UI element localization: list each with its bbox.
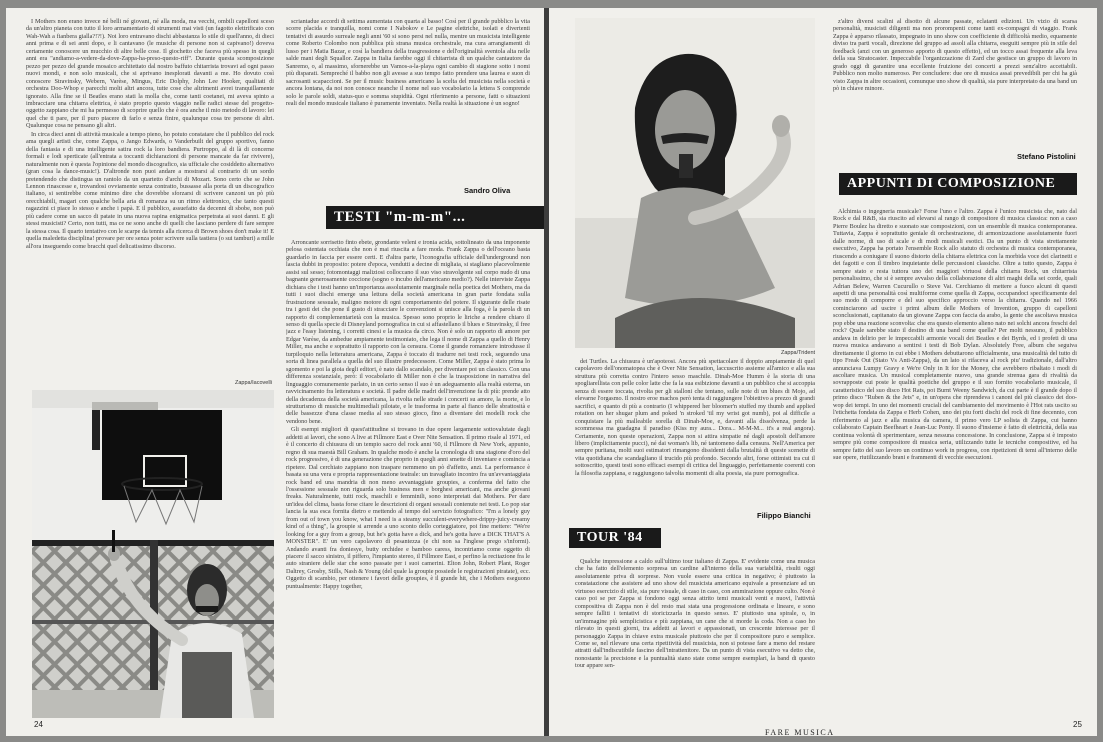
testi-banner-title: TESTI "m-m-m"... [334,209,466,225]
left-column-1 [26,18,274,386]
testi-paragraph-1: Arroncante sorrisetto finto ebete, grondante veleni e ironia acida, sottolineato da una imponente pelosa ostentata occhiata che non è mai riuscita a fare moda. Frank Zappa o dell'oceano basta guardarlo in faccia per essere certi. E d'altra parte, l'iconografia ufficiale dell'underground non lascia dubbi in proposito: potere d'epoca, vendutti a decine di migliaia, si stagliano placevolmente assisi sul sesso; fotomontaggi maliziosi colloccano il suo viso stravolgente sul corpo nudo di una bagnante generosamente coccione (sogno o incubo dell'americano medio?). Nelle interviste Zappa dichiara che i testi hanno un'importanza assolutamente marginale nella poetica dei Mothers, ma da tutti i suoi dischi emerge una lettura della società americana in gran parte fondata sulla frustrazione sessuale, maligno motore di ogni comportamento del potere. Il sigurante delle risate tra i gesti dei che pone il gusto di stracciare le convenzioni si unisce alla foga, è la parola di un rapporto di complementarietà con la musica. Spesso sono proprio le liriche a rendere chiaro il senso di quella specie di Disneyland pornografica in cui si affastellano il blues e Stravinsky, il free jazz e l'easy listening, i corretti cinesi e la musica da circo. Non è solo un rapporto di amore per Edgar Varèse, da ambedue ampiamente testimoniato, che lega il nome di Zappa a quello di Henry Miller, ma anche e soprattutto il rapporto con la censura. Come il grande romanziere introdusse il turpiloquio nella letteratura americana, Zappa è toccato di tradurre nei testi rock, seguendo una sorta di linea parallela a quella del suo illustre predecessore. Come Miller, Zappa è stato prima lo sgomento e poi la gioia degli editori, è nato dallo scandalo, per diventare poi un classico. Con una differenza sostanziale, però: il vocabolario di Miller non è che la trasposizione in narrativa del linguaggio comunemente parlato, in un certo senso il suo è un adeguamento alla realtà esterna, un ravvicinamento fra letteratura e società. Il padre delle madri dell'invenzione fa di più: prende atto della decadenza della società americana, la rivolta nelle strade i concerti su amore, la morte, e lo strutturismo di musiche multimediali pilotate, e le trasforma in parte al fianco delle sbrattosità e delle bassezze d'una classe media al suo stesso gioco, fino a diventare dei modelli rock che vendono bene. [286,239,530,425]
photo-credit-right: Zappa/Trident [781,350,816,356]
right-column-1-top [575,358,815,516]
magazine-footer: FARE MUSICA [765,728,835,736]
appunti-section-banner [839,173,1077,195]
zappa-basketball-illustration [32,390,274,718]
zappa-basketball-photo [32,390,274,718]
appunti-section-text [833,208,1077,722]
right-col1-paragraph: dei Turtles. La chiusura è un'apoteosi. Ancora più spettacolare il doppio ampiamente di quel capolavoro dell'onomatopea che è Over Nite Sensation, laccuscrito assieme all'amico e alla sua struttura più corretta contro l'intero sesso maschile. Dinah-Moe Humm è la storia di una spogliarellista con pelle color latte che fa la sua esibizione davanti a un pubblico che si accoppia senza di essere toccata, rivolta per gli stalloni che tentano, sulle note di un blues di Mojo, ad elevarne l'orgasmo. Il nostro eroe machos però tenta di raggiungere l'obiettivo a prezzo di grandi sacrifici, e quanto di più a contrario (I whippered her bloomer'n stuffed my thumb and applied rotation on her shugar plum and poked 'n stroked 'til my wrist got numb), poi al difficile a conquistare la più malleabile sorella di Dinah-Moe, e, davanti alla dissolvenza, perde la scommessa ma guadagna il paradiso (Kiss my aura... Dora... M-M-M... it's a real angora). Certamente, non queste operazioni, Zappa non si attira simpatie né dagli apostoli dell'amore libero (implicitamente pucci), né dai woman's lib, né tantomeno dalla censura. Nell'America per sempre puritana, molti suoi estimatori rimangono dissidenti dalla brutalità di queste scenette di vita quotidiana che scandagliano il trucido più profondo. Secondo altri, forse ottimisti tra cui il sottoscritto, questi testi sono efficaci esempi di critica del linguaggio, perfettamente coerenti con la filosofia zappiana, e raggiungono talvolta momenti di alta poesia, sia pure pornografica. [575,358,815,477]
right-column-2-top [833,18,1077,148]
zappa-portrait-photo [575,18,815,348]
left-col1-paragraph-2: In circa dieci anni di attività musicale a tempo pieno, ho potuto constatare che il pubblico del rock ama quegli artisti che, come Zappa, o Jango Edwards, o Vanderbuilt del gruppo sportivo, fanno della fantasia e di una intelligente satira rock la loro bandiera. Purtroppo, al di là di concerne formali e lodi sperticate (all'entrata a toccanti dichiarazioni di persone mancate da far rivivere), naturalmente non è questa l'opinione del mondo discografico, sia ufficiale che cosiddetto alternativo (gran cosa la dance-music!). D'altronde non puoi andare a mostrarsi al contrario di un sordo pretendendo che distingua un rantolo da un quartetto d'archi di Mozart. Sono certo che se John Lennon rinascesse e, trovandosi ovviamente senza contratto, bussasse alla porta di un discografico italiano, si sentirebbe come minimo dire che dovrebbe sforzarsi di scrivere canzoni un pò più orecchiabili, magari con qualche bella aria di romanza su un ritmo elettronico, che tanto questi ragazzini ci piace lo stesso e anche i papà. E il pubblico, assuefatto da decenni di sbobe, non può più cadere come un sacco di patate in una nuova rapina enigmatica perpetrata ai suoi danni. E gli stessi musicisti? Certo, non tutti, ma ce ne sono anche di quelli che lasciano perdere di fare sempre la stessa cosa. Il quarto tentativo con le scarpe da tennis alla ricerca di Brown shoes don't make it! E quella maledetta disciplina! provare per ore senza poter scrivere sulla tastiera (o sui tamburi) a mille all'ora inseguendo come bracchi quel delicatissimo discorso. [26,130,274,250]
page-number-left: 24 [34,720,43,729]
appunti-banner-title: APPUNTI DI COMPOSIZIONE [847,176,1056,191]
zappa-portrait-illustration [575,18,815,348]
tour-section-text [575,558,815,726]
left-page [6,8,544,736]
author-signature-pistolini: Stefano Pistolini [1017,152,1076,161]
author-signature-bianchi: Filippo Bianchi [757,511,811,520]
testi-section-banner [326,206,544,229]
left-column-2 [286,18,530,188]
photo-credit-left: Zappa/Iacovelli [235,380,272,386]
testi-paragraph-2: Gli esempi migliori di quest'attitudine si trovano in due opere largamente sottovalutate dagli addetti ai lavori, che sono A live at Fillmore East e Over Nite Sensation. Il primo risale al 1971, ed è il concerto di chiusura di un tempio sacro del rock anni '60, il Fillmore di New York, appunto, regno di sua maestà Bill Graham. In qualche modo è anche la cronologia di una stagione d'oro del rock progressivo, è di una generazione che proprio in quegli anni smette di inventare e comincia a ripetere. Dal cerchiato zappiano non traspare nemmeno un pò d'affetto, anzi. La performance è basata su una vera e propria rappresentazione teatrale: un travagliato incontro fra un'avvantaggiata rock band ed una mandria di non meno avvantaggiate groupies, a conferma del fatto che l'ossessione sessuale non riguarda solo business men e borghesi americani, ma anche giovani freaks. Naturalmente, tutti rock, maschili e femminili, sono interpretati dai Mothers. Per dare un'idea del clima, basta forse citare le descrizioni di organi sessuali contenute nei testi. Lo pop star lancia la sua esca fornita dietro e mettendo al tempo del servizio fotografico: "I'm a lonely guy from out of town you know, what I need is a steamy succulent-everywhere-drippy-juicy-creamy kind of a thing", la groupie si arrende a uno sconto dello corteggiatore, poi fine mettere: "We're looking for a guy from a group, but he's gotta have a dick, and he's gotta have a DICK THAT'S A MONSTER". E' un vero capolavoro di pesantezza (e chi non sa l'inglese prego s'informi). Andando avanti fra doniesye, butty orchidee e bamboo caress, incontriamo come oggetto di piacere il sacco sinistro, il piffero, l'impianto stereo, il Fillmore East, e perfino la recitazione fra le auto straniere delle star che sono passate per i suoi camerini. Elton John, Robert Plant, Roger Daltrey, Grosby, Stills, Nash & Young (del quale la groupie possiede le registrazioni piratate), ecc. Oggetto di scambio, per ottenere i favori delle groupies, è il grande hit, che i Mothers eseguono puntualmente: Happy together, [286,426,530,590]
tour-continued-paragraph: z'altro diversi scalini al disotto di alcune passate, eclatanti edizioni. Un vizio di scarsa personalità, musicisti diligenti ma non prorompenti come tanti ex-compagni di viaggio. Frank Zappa è apparso rilassato, impegnato in uno show con coefficiente di difficoltà medio, equamente diviso tra parti vocali, direzione del gruppo ad assoli alla chitarra, eseguiti sempre più in stile del feedback (anzi con un generoso apporto di questo effetto), ed un tocco assai frequente alla leva della sua Stratocaster. Impeccabile l'organizzazione di Zard che gestisce un gruppo di lavoro in grado oggi di garantire una eccellente fruizione dei concerti a prezzi senz'altro accettabili. Pubblico non molto numeroso. Per concludere: due ore di musica assai prevedibili per chi ha già visto Zappa in altre occasioni, comunque uno show di qualità, sia pure interpretato da una band un pò in chiave minore. [833,18,1077,93]
left-col1-paragraph-1: I Mothers non erano invece né belli né giovani, né alla moda, ma vecchi, ombili capelloni sceso da un'altro pianeta con tutto il loro armamentario di strumenti mai visti (un fagotto elettrificato con Wah-Wah a fianbera gialla?!?!). Noi loro entravano dischi abbastanza lo stile di quell'anno, di dieci anni prima e di sei anni dopo, e li cantavano (le musiche di persone non si capivano!) doveva certamente conoscere un mucchio di altre belle cose. Il giochetto che faceva più spesso in quegli anni era "andiamo-a-vedere-da-dove-Zappa-ha-preso-questo-riff". Durante questa scomposizione pezzo per pezzo del grande mosaico architettato dal nostro baffuto chitarrista trovavi ad ogni passo nuovi mondi, e non solo musicali, che si aprivano inesplorati davanti a me. Ho dovuto così conoscere Stravinsky, Webern, Varèse, Mingus, Eric Dolphy, John Lee Hooker, qualitati di orchestra Doo-Whop e parecchi molti altri ancora, tutte cose che altrimenti avrei tranquillamente ignorato. Alla fine se il Beatles erano stati la molla che, come tanti coetanei, mi aveva spinto a imbracciare una chitarra elettrica, è stato proprio questo viaggio nelle radici stesse del progetto-oggetto zappiano che mi ha permesso di scoprire quello che è ora anche il mio metodo di lavoro: lei quel che ti pare, per il puro piacere di farlo e senza finire, qualunque cosa tre persone di altri. Qualunque cosa ne pensano gli altri. [26,18,274,130]
tour-banner-title: TOUR '84 [577,530,643,545]
testi-section-text [286,239,530,721]
tour-paragraph: Qualche impressione a caldo sull'ultimo tour italiano di Zappa. E' evidente come una musica che ha fatto dell'elemento sorpresa un cardine all'interno della sua variabilità, risulti oggi assolutamente priva di sorprese. Non vuole essere una critica in negativo; è piuttosto la constatazione che assistere ad uno show del musicista americano equivale a presenziare ad un virtuoso esercizio di stile, sia pure visuale, di caso in caso, con ammirazione oppure culto. Non è caso poi se per Zappa si fondono oggi senza attrito temi musicali venti e nuovi, l'attività compositiva di Zappa non è del resto mai stata una progressione ordinata e lineare, e sono sempre falliti i tentativi di storicizzarla in questo senso. E' piuttosto una spirale, o, in un'immagine più semplicistica e più zappiana, un cane che si morde la coda. Non a caso ho rilevato in questi giorni, tra addetti ai lavori e appassionati, un crescente interesse per il personaggio Zappa in chiave extra musicale piuttosto che per il compositore puro e semplice. Come se, nel rilevare una certa ripetitività del musicista, non si potesse fare a meno del restare attratti dall'indiscutibile fascino dell'intrattenitore. Da un punto di vista esecutivo va detto che, nonostante la precisione e la puntualità siano state come sempre esemplari, la band di questo tour appare sen- [575,558,815,670]
left-col2-paragraph: scriantadue accordi di settima aumentata con quarta al basso! Così per il grande pubblico la vita scorre placida e tranquilla, nomi come I Nabokov e Le pagine elettriche, isolati e divertenti tentativi di assurdo surreale negli anni '60 si sono persi nel nulla, mentre un musicista intelligente come Roberto Colombo non pubblica più strana musica orchestrale, ma cura arrangiamenti di lusso per i Matia Bazar, e così la bandiera della trasgressione e dell'originalità sventola alta nelle salde mani degli Squallor. Zappa in Italia farebbe oggi il chitarrista di un qualche cantautore da Sanremo, o, al massimo, sfornerebbe un Vamos-a-la-playa ogni cambio di stagione sotto i nomi più disparati. Sempreché il babbo non gli avesse a suo tempo fatto prendere una laurea e suon di sacrosanti scapaccioni. Se per il music business americano la scelta del musicista nella società e ancora lontana, da noi non conosce neanche il nome nel suo vocabolario la lettera S comprende solo le parole soldi, status-quo e somma stupidità. Ogni riferimento a persone, fatti o situazioni reali del mondo musicale italiano è puramente inventato. Nella realtà la situazione è un sogno! [286,18,530,107]
page-number-right: 25 [1073,720,1082,729]
right-page [549,8,1097,736]
author-signature-oliva: Sandro Oliva [464,186,511,195]
appunti-paragraph: Alchimia o ingegneria musicale? Forse l'uno e l'altro. Zappa è l'unico musicista che, nato dal Rock e dal R&B, sia riuscito ad elevarsi al rango di compositore di musica classica: non a caso Pierre Boulez ha diretto e suonato sue composizioni, con un ensemble di musica contemporanea. Tuttavia, Zappa è soprattutto geniale di orchestrazione, di armonizzazione assolutamente fuori dalle norme, di uso di scale e di modi musicali esotici. Da un punto di vista strettamente esecutivo, Zappa ha portato l'ensemble Rock allo statuto di orchestra di musica contemporanea, riuscendo a coniugare il suono distorto della chitarra elettrica con la morbida voce dei clarinetti e dei fagotti e con il timbro inquietante delle percussioni classiche. Oltre a tutto questo, Zappa è sempre stato e resta tuttora uno dei maggiori virtuosi della chitarra Rock, un chitarrista personalissimo, che si è sempre avvalso della collaborazione di altri maghi della sei corde, quali Adrian Belew, Warren Cucurullo o Steve Vai. Cerchiamo di mettere a fuoco alcuni di questi aspetti di una personalità così multiforme come quella di Zappa, occupandoci specificamente del suo modo di comporre e del suo specifico approccio verso la chitarra. Quando nel 1966 cominciarono ad uscire i primi album delle Mothers of Invention, gruppo di capelloni sconclusionati, capitanato da un giovane Zappa con faccia da arabo, la gente che ascoltava musica pop ebbe una reazione sconvolta: che era questo elemento alieno nato nei solchi ancora freschi del rock? Quale sarebbe stato il destino di una band come quella? Per molti nessuno, il pubblico andava in delirio per le impeccabili armonie vocali dei Beatles e dei Byrds, ed i profeti di una nuova musica andavano a sentirsi i testi di Bob Dylan. Absolutely Free, album che seguiva direttamente il giorno in cui ebbe i Mothers debuttarono ufficialmente, una musicalità del tutto di tipo Freak Out (Stato Vs Anti-Zappa), da un lato si rifaceva al rock piu' tradizionale, dall'altro annunciava Lumpy Gravy e We're Only in It for the Money, che avrebbero ribaltato i modi di ascoltare musica. Un musical completamente nuovo, una grande strenua gara di rivalità da sovrapposte cui poste le qualità poetiche del gruppo e il suo fornito vocabolario musicale, il caratteristico del suo disco Hot Rats, poi Burnt Weeny Sandwich, da cui parte è il grande dopo il primo disco "Ruben & the Jets" e, in un'opera che riprendeva i canoni del più classico dei doo-wop dei tempi. In uno dei momenti cruciali del cambiamento del movimento è l'Hot rats uscito su l'etichetta fondata da Zappa e Herb Cohen, uno dei piu forti dischi del rock di fine decennio, con riferimento al jazz e alla musica da camera, il primo vero LP solista di Zappa, cui hanno collaborato Captain Beefheart e Jean-Luc Ponty. Il suono d'insieme è fatto di elettricità, della sua continua volontà di sperimentare, senza nessuna concessione. In conclusione, Zappa si è imposto sempre più come compositore di musica seria, utilizzando tutte le tecniche compositive, ed ha sempre fatto del suo lavoro un continuo work in progress, con ripetizioni di temi all'interno delle sue opere, riutilizzando brani e frammenti di vecchie esecuzioni. [833,208,1077,461]
tour-section-banner [569,528,661,548]
